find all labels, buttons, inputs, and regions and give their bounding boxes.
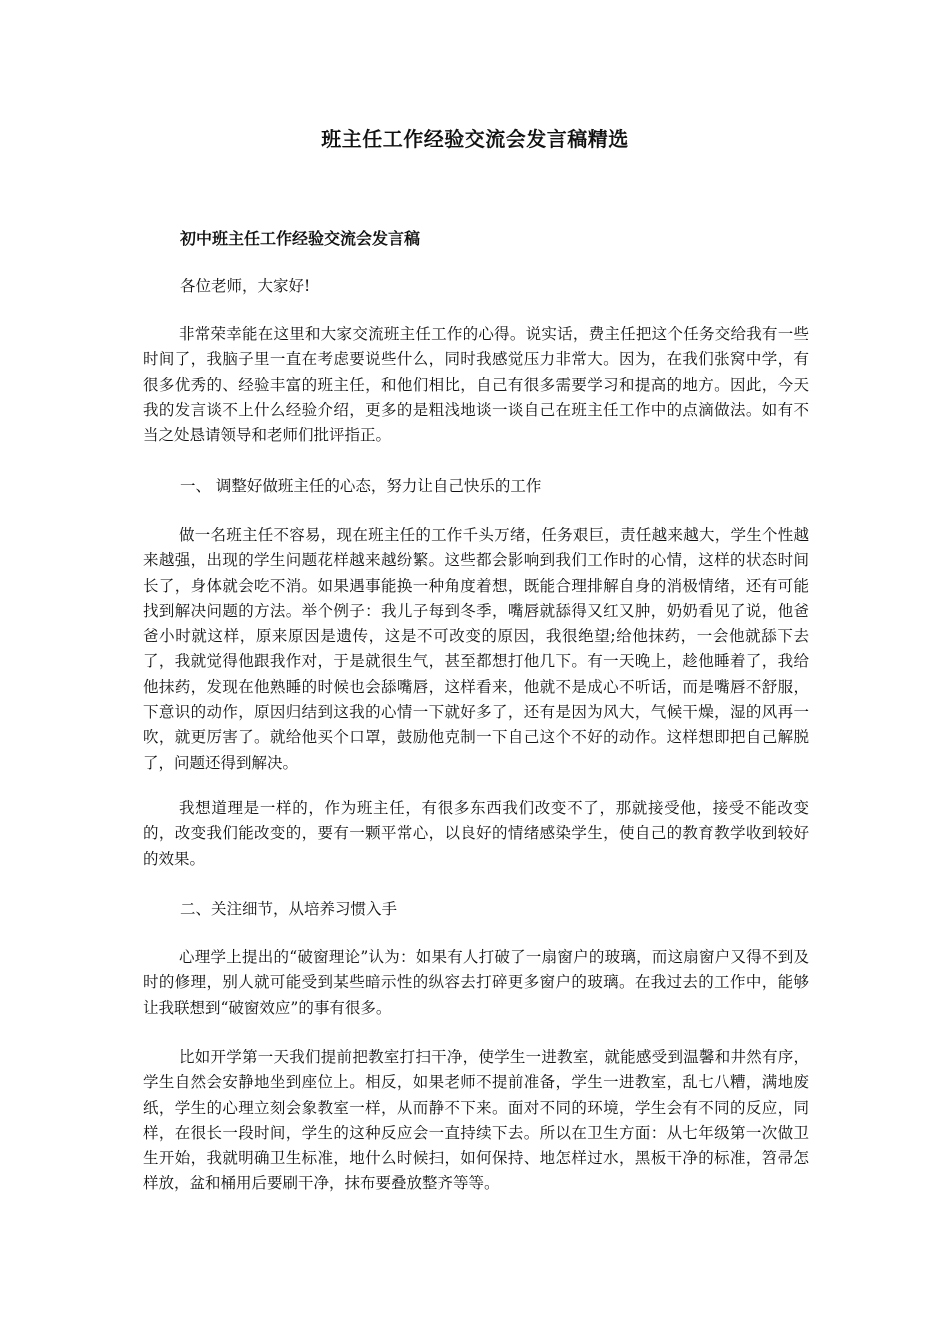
document-subtitle: 初中班主任工作经验交流会发言稿 <box>180 229 421 248</box>
paragraph-mindset-conclusion: 我想道理是一样的，作为班主任，有很多东西我们改变不了，那就接受他，接受不能改变的，改变我们能改变的，要有一颗平常心，以良好的情绪感染学生，使自己的教育教学收到较好的效果。 <box>143 799 809 868</box>
section-heading-2: 二、关注细节，从培养习惯入手 <box>180 900 398 918</box>
greeting-line: 各位老师，大家好! <box>180 277 311 295</box>
section-heading-1: 一、 调整好做班主任的心态，努力让自己快乐的工作 <box>180 477 542 495</box>
document-title: 班主任工作经验交流会发言稿精选 <box>321 127 629 151</box>
paragraph-mindset-example: 做一名班主任不容易，现在班主任的工作千头万绪，任务艰巨，责任越来越大，学生个性越来越强，出现的学生问题花样越来越纷繁。这些都会影响到我们工作时的心情，这样的状态时间长了，身体就会吃不消。如果遇事能换一种角度着想，既能合理排解自身的消极情绪，还有可能找到解决问题的方法。举个例子：我儿子每到冬季，嘴唇就舔得又红又肿，奶奶看见了说，他爸爸小时就这样，原来原因是遗传，这是不可改变的原因，我很绝望;给他抹药，一会他就舔下去了，我就觉得他跟我作对，于是就很生气，甚至都想打他几下。有一天晚上，趁他睡着了，我给他抹药，发现在他熟睡的时候也会舔嘴唇，这样看来，他就不是成心不听话，而是嘴唇不舒服，下意识的动作，原因归结到这我的心情一下就好多了，还有是因为风大，气候干燥，湿的风再一吹，就更厉害了。就给他买个口罩，鼓励他克制一下自己这个不好的动作。这样想即把自己解脱了，问题还得到解决。 <box>143 526 809 772</box>
paragraph-intro: 非常荣幸能在这里和大家交流班主任工作的心得。说实话，费主任把这个任务交给我有一些时间了，我脑子里一直在考虑要说些什么，同时我感觉压力非常大。因为，在我们张窝中学，有很多优秀的、经验丰富的班主任，和他们相比，自己有很多需要学习和提高的地方。因此，今天我的发言谈不上什么经验介绍，更多的是粗浅地谈一谈自己在班主任工作中的点滴做法。如有不当之处恳请领导和老师们批评指正。 <box>143 325 809 445</box>
paragraph-broken-window: 心理学上提出的“破窗理论”认为：如果有人打破了一扇窗户的玻璃，而这扇窗户又得不到及时的修理，别人就可能受到某些暗示性的纵容去打碎更多窗户的玻璃。在我过去的工作中，能够让我联想到“破窗效应”的事有很多。 <box>143 948 809 1017</box>
paragraph-classroom-example: 比如开学第一天我们提前把教室打扫干净，使学生一进教室，就能感受到温馨和井然有序，学生自然会安静地坐到座位上。相反，如果老师不提前准备，学生一进教室，乱七八糟，满地废纸，学生的心理立刻会象教室一样，从而静不下来。面对不同的环境，学生会有不同的反应，同样，在很长一段时间，学生的这种反应会一直持续下去。所以在卫生方面：从七年级第一次做卫生开始，我就明确卫生标准，地什么时候扫，如何保持、地怎样过水，黑板干净的标准，笤帚怎样放，盆和桶用后要刷干净，抹布要叠放整齐等等。 <box>143 1048 809 1193</box>
